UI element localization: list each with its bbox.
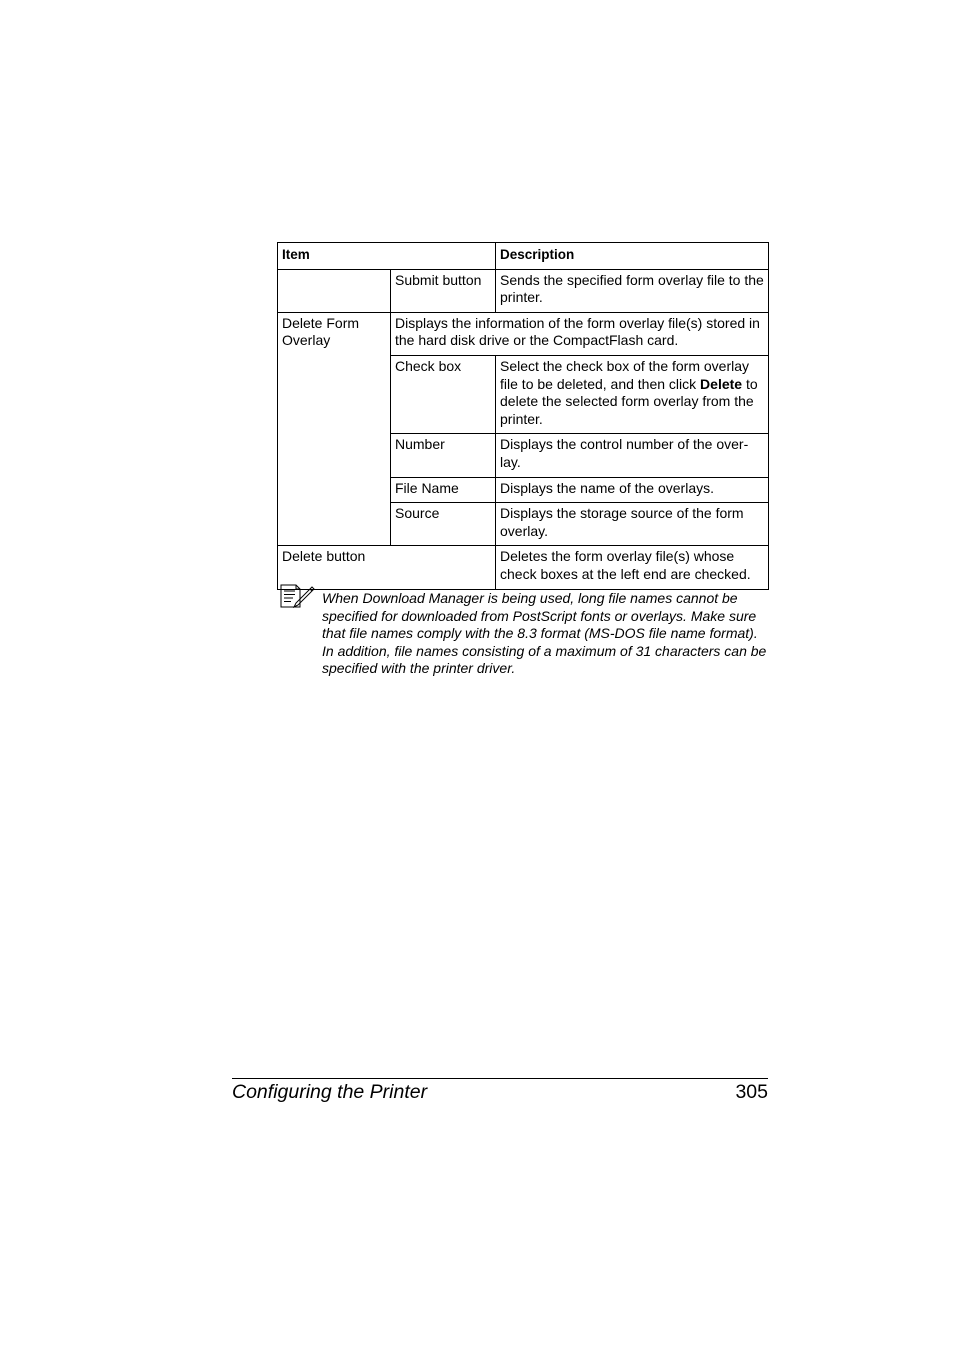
description-source: Displays the storage source of the form overlay.	[496, 503, 769, 546]
table-row	[278, 269, 769, 312]
empty-item-cell	[278, 269, 391, 312]
settings-table	[277, 242, 769, 590]
sub-item-source: Source	[391, 503, 496, 546]
note-text: When Download Manager is being used, long file names cannot be specified for downloaded from PostScript fonts or overlays. Make sure that file names comply with the 8.3 format (MS-DOS file name format). In addition, file names consisting of a maximum of 31 characters can be specified with the printer driver.	[322, 590, 767, 677]
table-header-row	[278, 243, 769, 270]
description-file-name: Displays the name of the overlays.	[496, 477, 769, 503]
sub-item-submit-button: Submit button	[391, 269, 496, 312]
description-delete-button: Deletes the form overlay file(s) whose check boxes at the left end are checked.	[496, 546, 769, 589]
sub-item-number: Number	[391, 434, 496, 477]
footer-divider	[232, 1078, 768, 1079]
item-delete-button: Delete button	[278, 546, 496, 589]
header-item: Item	[278, 243, 496, 270]
table-row	[278, 312, 769, 355]
item-delete-form-overlay: Delete Form Overlay	[278, 312, 391, 546]
footer-title: Configuring the Printer	[232, 1081, 428, 1103]
header-description: Description	[496, 243, 769, 270]
description-delete-form-overlay: Displays the information of the form overlay file(s) stored in the hard disk drive or the CompactFlash card.	[391, 312, 769, 355]
sub-item-file-name: File Name	[391, 477, 496, 503]
description-submit-button: Sends the specified form overlay file to the printer.	[496, 269, 769, 312]
table-row	[278, 546, 769, 589]
check-box-desc-before: Select the check box of the form overlay file to be deleted, and then click	[500, 357, 750, 392]
sub-item-check-box: Check box	[391, 355, 496, 433]
description-check-box	[496, 355, 769, 433]
description-number: Displays the control number of the over-lay.	[496, 434, 769, 477]
check-box-desc-bold: Delete	[700, 375, 743, 392]
check-box-desc-after: to delete the selected form overlay from the printer.	[500, 375, 758, 427]
page-number: 305	[735, 1081, 768, 1103]
note-pencil-icon	[279, 583, 315, 611]
